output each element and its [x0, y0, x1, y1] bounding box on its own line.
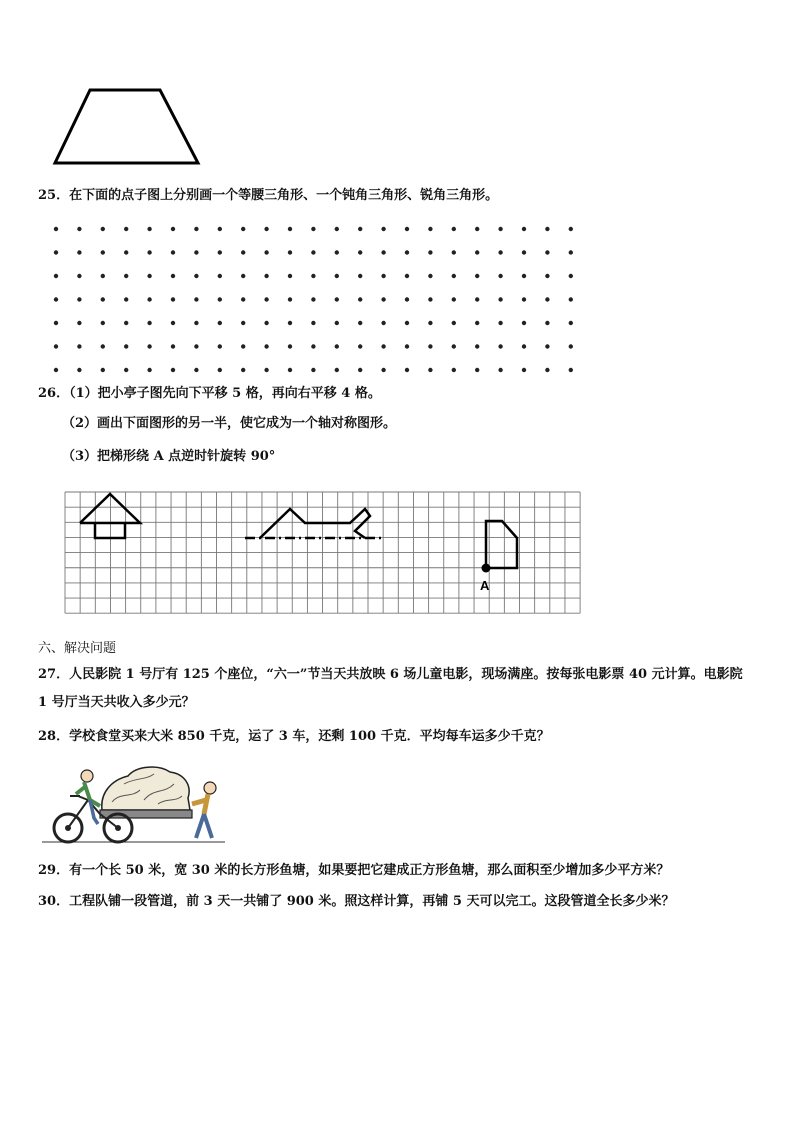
- grid-dot: [381, 274, 385, 278]
- grid-dot: [428, 368, 432, 372]
- grid-dot: [147, 227, 151, 231]
- grid-dot: [358, 297, 362, 301]
- grid-dot: [405, 344, 409, 348]
- grid-dot: [264, 321, 268, 325]
- grid-dot: [335, 250, 339, 254]
- grid-dot: [171, 274, 175, 278]
- grid-dot: [545, 297, 549, 301]
- grid-dot: [475, 274, 479, 278]
- grid-dot: [54, 274, 58, 278]
- grid-dot: [218, 274, 222, 278]
- grid-dot: [358, 274, 362, 278]
- grid-dot: [77, 321, 81, 325]
- grid-dot: [522, 297, 526, 301]
- grid-dot: [288, 250, 292, 254]
- grid-dot: [311, 344, 315, 348]
- grid-dot: [452, 368, 456, 372]
- grid-dot: [405, 250, 409, 254]
- question-26-part-2: （2）画出下面图形的另一半，使它成为一个轴对称图形。: [62, 416, 397, 431]
- grid-dot: [101, 344, 105, 348]
- grid-dot: [147, 250, 151, 254]
- grid-dot: [218, 344, 222, 348]
- grid-dot: [381, 321, 385, 325]
- grid-dot: [545, 368, 549, 372]
- grid-dot: [522, 250, 526, 254]
- grid-dot: [77, 274, 81, 278]
- grid-dot: [405, 297, 409, 301]
- grid-dot: [428, 344, 432, 348]
- grid-dot: [77, 250, 81, 254]
- grid-dot: [475, 368, 479, 372]
- grid-dot: [498, 227, 502, 231]
- grid-dot: [428, 250, 432, 254]
- grid-dot: [498, 321, 502, 325]
- grid-dot: [218, 227, 222, 231]
- grid-dot: [569, 274, 573, 278]
- grid-dot: [77, 344, 81, 348]
- grid-dot: [381, 368, 385, 372]
- point-a-label: A: [480, 578, 490, 593]
- grid-dot: [428, 321, 432, 325]
- grid-dot: [335, 297, 339, 301]
- grid-dot: [498, 297, 502, 301]
- grid-dot: [288, 274, 292, 278]
- grid-dot: [101, 250, 105, 254]
- grid-dot: [335, 368, 339, 372]
- grid-dot: [147, 297, 151, 301]
- grid-dot: [171, 297, 175, 301]
- grid-dot: [218, 368, 222, 372]
- grid-dot: [428, 274, 432, 278]
- grid-dot: [124, 274, 128, 278]
- grid-dot: [241, 297, 245, 301]
- grid-dot: [264, 274, 268, 278]
- grid-dot: [545, 227, 549, 231]
- grid-dot: [194, 344, 198, 348]
- grid-dot: [101, 368, 105, 372]
- grid-dot: [475, 297, 479, 301]
- grid-dot: [171, 250, 175, 254]
- grid-dot: [101, 321, 105, 325]
- grid-dot: [288, 321, 292, 325]
- question-29: 29．有一个长 50 米，宽 30 米的长方形鱼塘，如果要把它建成正方形鱼塘，那么面积至少增加多少平方米？: [38, 863, 670, 878]
- grid-dot: [264, 344, 268, 348]
- grid-dot: [545, 250, 549, 254]
- grid-dot: [452, 344, 456, 348]
- grid-dot: [124, 297, 128, 301]
- grid-dot: [241, 227, 245, 231]
- grid-dot: [101, 274, 105, 278]
- question-26-part-1: 26．（1）把小亭子图先向下平移 5 格，再向右平移 4 格。: [38, 386, 381, 401]
- grid-dot: [569, 227, 573, 231]
- grid-dot: [405, 368, 409, 372]
- grid-dot: [381, 344, 385, 348]
- grid-dot: [101, 227, 105, 231]
- grid-dot: [194, 274, 198, 278]
- grid-dot: [545, 274, 549, 278]
- grid-dot: [54, 344, 58, 348]
- grid-dot: [475, 344, 479, 348]
- grid-dot: [335, 227, 339, 231]
- grid-dot: [311, 297, 315, 301]
- grid-dot: [452, 250, 456, 254]
- grid-dot: [498, 344, 502, 348]
- grid-dot: [545, 344, 549, 348]
- grid-dot: [428, 297, 432, 301]
- grid-dot: [171, 321, 175, 325]
- grid-dot: [241, 250, 245, 254]
- grid-dot: [452, 297, 456, 301]
- grid-dot: [545, 321, 549, 325]
- question-27-line-2: 1 号厅当天共收入多少元？: [38, 695, 195, 710]
- grid-dot: [218, 250, 222, 254]
- grid-dot: [475, 250, 479, 254]
- grid-dot: [194, 321, 198, 325]
- grid-dot: [241, 344, 245, 348]
- grid-dot: [124, 368, 128, 372]
- grid-dot: [124, 344, 128, 348]
- grid-dot: [54, 297, 58, 301]
- grid-dot: [522, 227, 526, 231]
- grid-dot: [569, 368, 573, 372]
- grid-dot: [171, 344, 175, 348]
- grid-dot: [54, 321, 58, 325]
- grid-dot: [241, 274, 245, 278]
- grid-dot: [147, 321, 151, 325]
- question-27-line-1: 27．人民影院 1 号厅有 125 个座位，“六一”节当天共放映 6 场儿童电影，现场满座。按每张电影票 40 元计算。电影院: [38, 667, 743, 682]
- section-title: 六、解决问题: [38, 641, 117, 656]
- grid-dot: [569, 321, 573, 325]
- question-28: 28．学校食堂买来大米 850 千克，运了 3 车，还剩 100 千克．平均每车运多少千克？: [38, 729, 550, 744]
- grid-dot: [311, 250, 315, 254]
- grid-dot: [522, 368, 526, 372]
- question-30: 30．工程队铺一段管道，前 3 天一共铺了 900 米。照这样计算，再铺 5 天可以完工。这段管道全长多少米？: [38, 894, 675, 909]
- grid-dot: [171, 227, 175, 231]
- grid-dot: [147, 274, 151, 278]
- grid-dot: [124, 227, 128, 231]
- square-grid: [64, 491, 584, 621]
- question-26-part-3: （3）把梯形绕 A 点逆时针旋转 90°: [62, 449, 276, 464]
- dot-grid: [40, 215, 580, 375]
- trapezoid-figure: [50, 88, 205, 168]
- grid-dot: [264, 250, 268, 254]
- grid-dot: [475, 227, 479, 231]
- grid-dot: [381, 297, 385, 301]
- grid-dot: [77, 297, 81, 301]
- grid-dot: [358, 227, 362, 231]
- grid-dot: [171, 368, 175, 372]
- grid-dot: [569, 344, 573, 348]
- grid-dot: [358, 250, 362, 254]
- grid-dot: [54, 368, 58, 372]
- grid-dot: [522, 274, 526, 278]
- grid-dot: [335, 321, 339, 325]
- grid-dot: [498, 368, 502, 372]
- grid-dot: [522, 344, 526, 348]
- grid-dot: [241, 321, 245, 325]
- grid-dot: [452, 227, 456, 231]
- grid-dot: [381, 250, 385, 254]
- grid-dot: [147, 344, 151, 348]
- grid-dot: [288, 344, 292, 348]
- grid-dot: [288, 368, 292, 372]
- grid-dot: [311, 321, 315, 325]
- grid-dot: [428, 227, 432, 231]
- grid-dot: [335, 274, 339, 278]
- grid-dot: [452, 274, 456, 278]
- grid-dot: [358, 321, 362, 325]
- grid-dot: [194, 297, 198, 301]
- grid-dot: [522, 321, 526, 325]
- grid-dot: [452, 321, 456, 325]
- grid-dot: [358, 368, 362, 372]
- grid-dot: [54, 250, 58, 254]
- half-symmetric-figure: [245, 509, 385, 538]
- grid-dot: [241, 368, 245, 372]
- grid-dot: [288, 297, 292, 301]
- question-25: 25．在下面的点子图上分别画一个等腰三角形、一个钝角三角形、锐角三角形。: [38, 188, 499, 203]
- grid-dot: [77, 227, 81, 231]
- rotation-trapezoid: [482, 521, 518, 573]
- grid-dot: [264, 297, 268, 301]
- grid-dot: [147, 368, 151, 372]
- grid-dot: [405, 274, 409, 278]
- grid-dot: [498, 274, 502, 278]
- grid-dot: [311, 227, 315, 231]
- grid-dot: [264, 227, 268, 231]
- grid-dot: [218, 297, 222, 301]
- grid-dot: [405, 321, 409, 325]
- grid-dot: [124, 321, 128, 325]
- grid-dot: [101, 297, 105, 301]
- grid-dot: [194, 250, 198, 254]
- grid-dot: [264, 368, 268, 372]
- grid-dot: [218, 321, 222, 325]
- grid-dot: [475, 321, 479, 325]
- grid-dot: [569, 297, 573, 301]
- grid-dot: [311, 274, 315, 278]
- grid-dot: [569, 250, 573, 254]
- grid-dot: [194, 227, 198, 231]
- grid-dot: [498, 250, 502, 254]
- grid-dot: [124, 250, 128, 254]
- grid-dot: [358, 344, 362, 348]
- grid-dot: [77, 368, 81, 372]
- grid-dot: [288, 227, 292, 231]
- grid-dot: [381, 227, 385, 231]
- grid-dot: [335, 344, 339, 348]
- tricycle-illustration: [40, 762, 230, 847]
- grid-dot: [311, 368, 315, 372]
- grid-dot: [54, 227, 58, 231]
- grid-dot: [194, 368, 198, 372]
- grid-dot: [405, 227, 409, 231]
